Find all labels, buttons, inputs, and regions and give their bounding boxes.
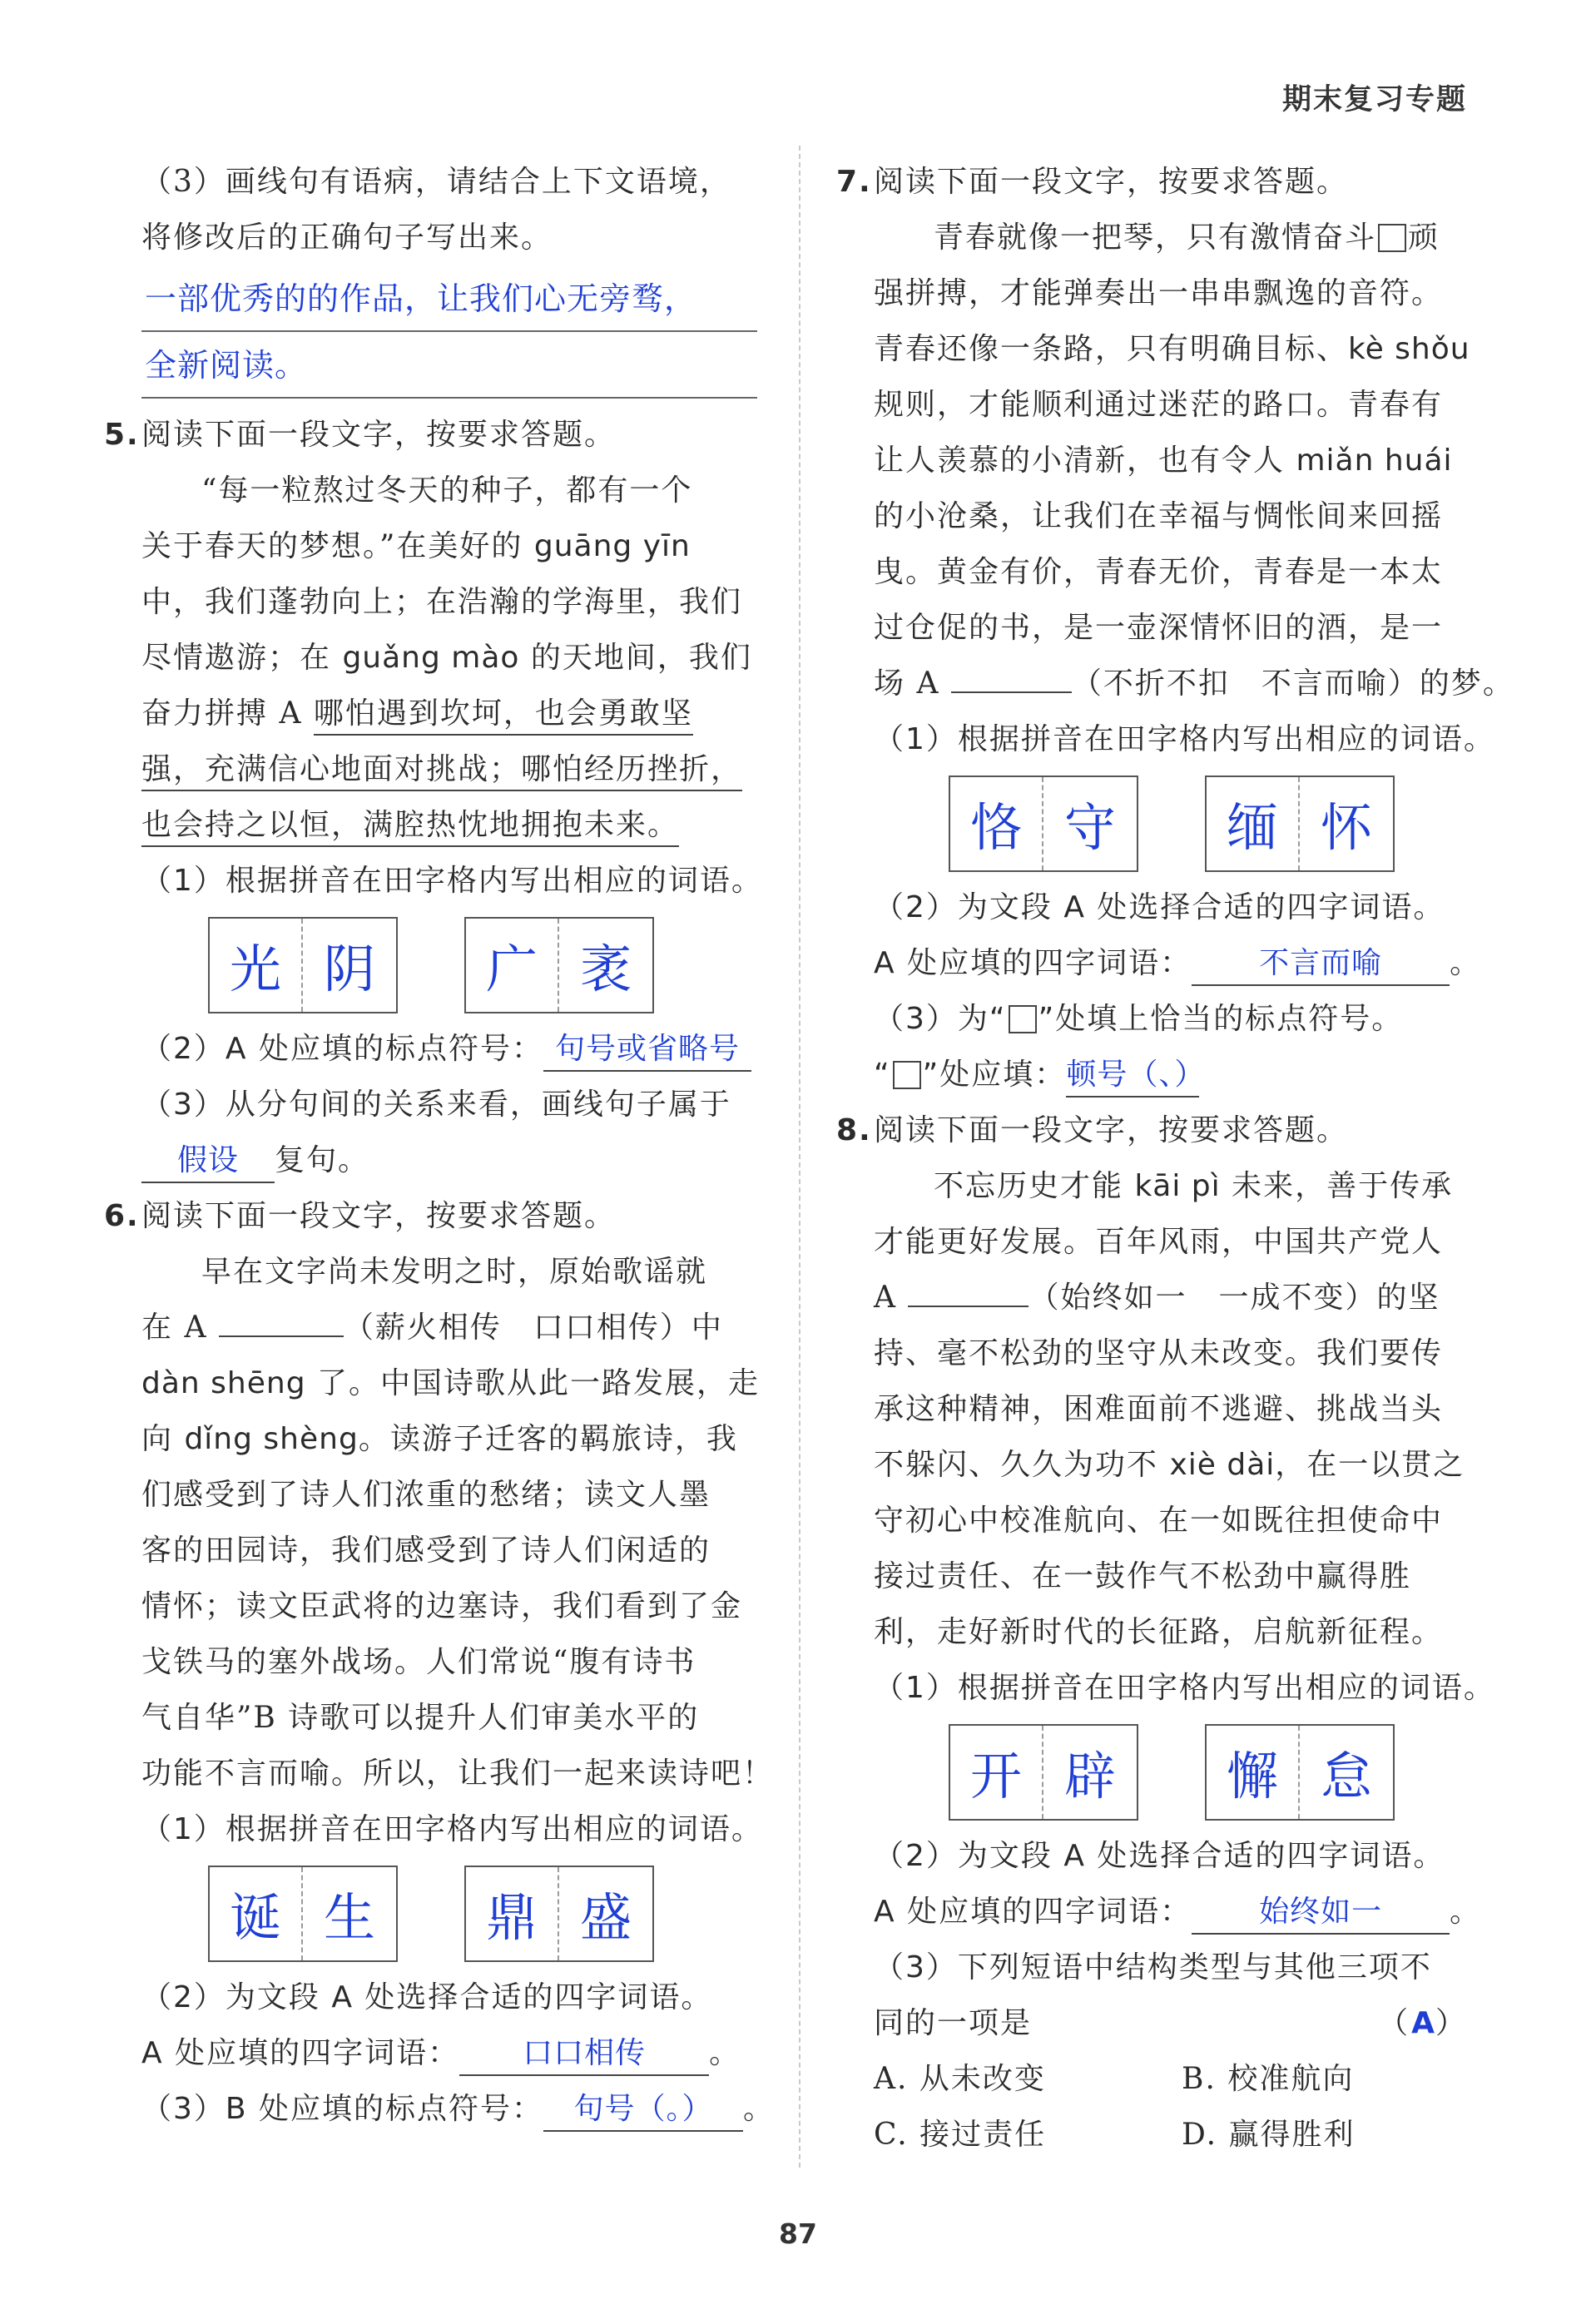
q6-tianzige-row xyxy=(141,1857,757,1970)
q4-sub3-prompt-2: 将修改后的正确句子写出来。 xyxy=(141,221,553,255)
tianzige-cell: 盛 xyxy=(579,1887,632,1948)
q5-number: 5. xyxy=(104,418,140,452)
option-c[interactable]: C. 接过责任 xyxy=(874,2118,1047,2152)
q6-passage-line: 向 dǐng shèng。读游子迁客的羁旅诗，我 xyxy=(141,1422,738,1456)
underlined-sentence: 强，充满信心地面对挑战；哪怕经历挫折， xyxy=(141,752,742,791)
q6-passage-line: 戈铁马的塞外战场。人们常说“腹有诗书 xyxy=(141,1645,696,1679)
q6-sub3: （3）B 处应填的标点符号： 句号（。） 。 xyxy=(141,2081,757,2137)
column-divider xyxy=(799,146,800,2168)
q7-sub3-answer[interactable]: 顿号（、） xyxy=(1066,1054,1199,1098)
tianzige-word[interactable] xyxy=(1205,1724,1395,1821)
q6-passage-line: 早在文字尚未发明之时，原始歌谣就 xyxy=(201,1255,708,1289)
q5-passage-line: 关于春天的梦想。”在美好的 guāng yīn xyxy=(141,529,691,563)
q8-sub2-answer-line: A 处应填的四字词语： 始终如一 。 xyxy=(874,1884,1469,1940)
q8-sub3-cont: 同的一项是 （A） xyxy=(874,1995,1469,2051)
pinyin-kaipi: kāi pì xyxy=(1134,1169,1221,1203)
q7-sub3-answer-line: “ ”处应填：顿号（、） xyxy=(874,1047,1469,1103)
q6-passage-line: 们感受到了诗人们浓重的愁绪；读文人墨 xyxy=(141,1478,711,1512)
option-b[interactable]: B. 校准航向 xyxy=(1182,2062,1355,2096)
option-d[interactable]: D. 赢得胜利 xyxy=(1182,2118,1356,2152)
tianzige-word[interactable] xyxy=(1205,775,1395,872)
q8-number: 8. xyxy=(836,1113,872,1147)
section-header: 期末复习专题 xyxy=(1281,83,1467,116)
q8-instruction: 阅读下面一段文字，按要求答题。 xyxy=(874,1113,1349,1147)
pinyin-mianhuai: miǎn huái xyxy=(1296,443,1453,478)
q8-sub3: （3）下列短语中结构类型与其他三项不 xyxy=(874,1950,1432,1985)
q4-sub3-answer-1[interactable]: 一部优秀的的作品，让我们心无旁骛， xyxy=(141,265,757,332)
q5-passage-line: 尽情遨游；在 guǎng mào 的天地间，我们 xyxy=(141,641,752,675)
q8-passage-line: 利，走好新时代的长征路，启航新征程。 xyxy=(874,1615,1444,1649)
q7-number: 7. xyxy=(836,165,872,199)
q8-options-row xyxy=(874,2107,1469,2163)
tianzige-cell: 怠 xyxy=(1320,1746,1372,1806)
tianzige-cell: 鼎 xyxy=(466,1867,559,1960)
q4-sub3-answer-2[interactable]: 全新阅读。 xyxy=(141,332,757,399)
tianzige-cell: 开 xyxy=(950,1726,1043,1819)
q5-passage-line xyxy=(141,741,757,797)
q4-sub3-prompt-1: （3）画线句有语病，请结合上下文语境， xyxy=(141,165,731,199)
tianzige-word[interactable] xyxy=(949,775,1138,872)
tianzige-cell: 光 xyxy=(210,919,303,1012)
q7-passage-line: 场 A （不折不扣 不言而喻）的梦。 xyxy=(874,656,1469,711)
page-number: 87 xyxy=(779,2217,817,2250)
blank-a[interactable] xyxy=(908,1274,1028,1307)
q6-number: 6. xyxy=(104,1199,140,1233)
q7-sub2-answer-line: A 处应填的四字词语： 不言而喻 。 xyxy=(874,935,1469,991)
tianzige-word[interactable] xyxy=(208,1866,398,1962)
q7-tianzige-row xyxy=(874,767,1469,880)
q7-passage-line: 让人羡慕的小清新，也有令人 miǎn huái xyxy=(874,443,1453,478)
tianzige-word[interactable] xyxy=(464,1866,654,1962)
q7-sub1-prompt: （1）根据拼音在田字格内写出相应的词语。 xyxy=(874,722,1495,756)
tianzige-cell: 怀 xyxy=(1320,797,1372,858)
q5-tianzige-row xyxy=(141,909,757,1021)
tianzige-cell: 恪 xyxy=(950,777,1043,870)
q8-passage-line: 不躲闪、久久为功不 xiè dài，在一以贯之 xyxy=(874,1448,1465,1482)
q6-sub3-answer[interactable]: 句号（。） xyxy=(543,2089,743,2132)
q6-sub1-prompt: （1）根据拼音在田字格内写出相应的词语。 xyxy=(141,1812,763,1846)
q5-sub2-answer[interactable]: 句号或省略号 xyxy=(543,1028,751,1072)
q7-passage-line: 青春还像一条路，只有明确目标、kè shǒu xyxy=(874,332,1470,366)
pinyin-keshou: kè shǒu xyxy=(1348,332,1470,366)
q8-choice-answer: A xyxy=(1411,2006,1435,2040)
tianzige-cell: 诞 xyxy=(210,1867,303,1960)
blank-a[interactable] xyxy=(951,660,1072,693)
q8-passage-line: 守初心中校准航向、在一如既往担使命中 xyxy=(874,1504,1444,1538)
q8-heading xyxy=(836,1103,1469,1158)
q5-sub3-cont: 假设 复句。 xyxy=(141,1132,757,1188)
tianzige-cell: 守 xyxy=(1063,797,1116,858)
q8-choice-paren[interactable]: （A） xyxy=(1378,2006,1469,2040)
blank-a[interactable] xyxy=(219,1304,344,1337)
tianzige-cell: 广 xyxy=(466,919,559,1012)
option-a[interactable]: A. 从未改变 xyxy=(874,2062,1046,2096)
q8-sub2-answer[interactable]: 始终如一 xyxy=(1192,1891,1450,1935)
tianzige-cell: 阴 xyxy=(323,939,375,999)
q5-sub2: （2）A 处应填的标点符号： 句号或省略号 xyxy=(141,1021,757,1077)
q6-instruction: 阅读下面一段文字，按要求答题。 xyxy=(141,1199,617,1233)
pinyin-guangmao: guǎng mào xyxy=(342,641,520,675)
q5-sub3-answer[interactable]: 假设 xyxy=(141,1140,275,1183)
tianzige-word[interactable] xyxy=(208,917,398,1013)
q6-sub2-answer[interactable]: 口口相传 xyxy=(459,2033,709,2076)
q8-sub2: （2）为文段 A 处选择合适的四字词语。 xyxy=(874,1839,1445,1873)
q5-passage-line: 奋力拼搏 A 哪怕遇到坎坷，也会勇敢坚 xyxy=(141,686,757,741)
q6-sub2-answer-line: A 处应填的四字词语： 口口相传 。 xyxy=(141,2025,757,2081)
q8-tianzige-row xyxy=(874,1716,1469,1828)
tianzige-cell: 辟 xyxy=(1063,1746,1116,1806)
q8-passage-line: 持、毫不松劲的坚守从未改变。我们要传 xyxy=(874,1336,1444,1370)
q6-passage-line: 功能不言而喻。所以，让我们一起来读诗吧！ xyxy=(141,1757,775,1791)
q7-sub2-answer[interactable]: 不言而喻 xyxy=(1192,943,1450,986)
q7-passage-line: 强拼搏，才能弹奏出一串串飘逸的音符。 xyxy=(874,276,1444,310)
q5-passage-line: “每一粒熬过冬天的种子，都有一个 xyxy=(201,473,693,508)
pinyin-dansheng: dàn shēng xyxy=(141,1366,306,1400)
q6-heading xyxy=(104,1188,757,1244)
q7-heading xyxy=(836,154,1469,210)
q7-sub3: （3）为“ ”处填上恰当的标点符号。 xyxy=(874,1002,1404,1036)
q5-passage-line xyxy=(141,797,757,853)
q5-sub1-prompt: （1）根据拼音在田字格内写出相应的词语。 xyxy=(141,864,763,898)
q8-passage-line: 承这种精神，困难面前不逃避、挑战当头 xyxy=(874,1392,1444,1426)
q7-passage-line: 规则，才能顺利通过迷茫的路口。青春有 xyxy=(874,388,1444,422)
q8-passage-line: 接过责任、在一鼓作气不松劲中赢得胜 xyxy=(874,1559,1412,1593)
tianzige-cell: 缅 xyxy=(1207,777,1300,870)
q5-heading xyxy=(104,407,757,463)
tianzige-word[interactable] xyxy=(464,917,654,1013)
q7-passage-line: 曳。黄金有价，青春无价，青春是一本太 xyxy=(874,555,1444,589)
q7-passage-line: 的小沧桑，让我们在幸福与惆怅间来回摇 xyxy=(874,499,1444,533)
q6-passage-line: 情怀；读文臣武将的边塞诗，我们看到了金 xyxy=(141,1589,743,1623)
q8-passage-line: 不忘历史才能 kāi pì 未来，善于传承 xyxy=(934,1169,1454,1203)
pinyin-guangyin: guāng yīn xyxy=(533,529,691,563)
q7-passage-line: 过仓促的书，是一壶深情怀旧的酒，是一 xyxy=(874,611,1444,645)
q7-sub2: （2）为文段 A 处选择合适的四字词语。 xyxy=(874,890,1445,924)
pinyin-dingsheng: dǐng shèng xyxy=(184,1422,359,1456)
q8-sub1-prompt: （1）根据拼音在田字格内写出相应的词语。 xyxy=(874,1671,1495,1705)
q6-passage-line: 客的田园诗，我们感受到了诗人们闲适的 xyxy=(141,1534,711,1568)
tianzige-cell: 生 xyxy=(323,1887,375,1948)
q8-options-row xyxy=(874,2051,1469,2107)
punctuation-box-icon xyxy=(893,1061,921,1089)
underlined-sentence: 也会持之以恒，满腔热忱地拥抱未来。 xyxy=(141,808,679,847)
q8-passage-line: 才能更好发展。百年风雨，中国共产党人 xyxy=(874,1225,1444,1259)
q6-passage-line: dàn shēng 了。中国诗歌从此一路发展，走 xyxy=(141,1366,761,1400)
q5-sub3: （3）从分句间的关系来看，画线句子属于 xyxy=(141,1088,731,1122)
pinyin-xiedai: xiè dài xyxy=(1169,1448,1276,1482)
q6-sub2: （2）为文段 A 处选择合适的四字词语。 xyxy=(141,1980,713,2014)
tianzige-word[interactable] xyxy=(949,1724,1138,1821)
q8-passage-line: A （始终如一 一成不变）的坚 xyxy=(874,1270,1469,1325)
q7-instruction: 阅读下面一段文字，按要求答题。 xyxy=(874,165,1349,199)
q5-instruction: 阅读下面一段文字，按要求答题。 xyxy=(141,418,617,452)
tianzige-cell: 袤 xyxy=(579,939,632,999)
q6-passage-line: 在 A （薪火相传 口口相传）中 xyxy=(141,1300,757,1355)
q7-passage-line: 青春就像一把琴，只有激情奋斗 顽 xyxy=(934,221,1440,255)
left-column xyxy=(104,154,776,2137)
tianzige-cell: 懈 xyxy=(1207,1726,1300,1819)
q6-passage-line: 气自华”B 诗歌可以提升人们审美水平的 xyxy=(141,1701,700,1735)
q5-passage-line: 中，我们蓬勃向上；在浩瀚的学海里，我们 xyxy=(141,585,743,619)
right-column xyxy=(836,154,1514,2163)
punctuation-box[interactable] xyxy=(1378,224,1406,252)
punctuation-box-icon xyxy=(1009,1005,1037,1033)
underlined-sentence: 哪怕遇到坎坷，也会勇敢坚 xyxy=(314,696,693,736)
